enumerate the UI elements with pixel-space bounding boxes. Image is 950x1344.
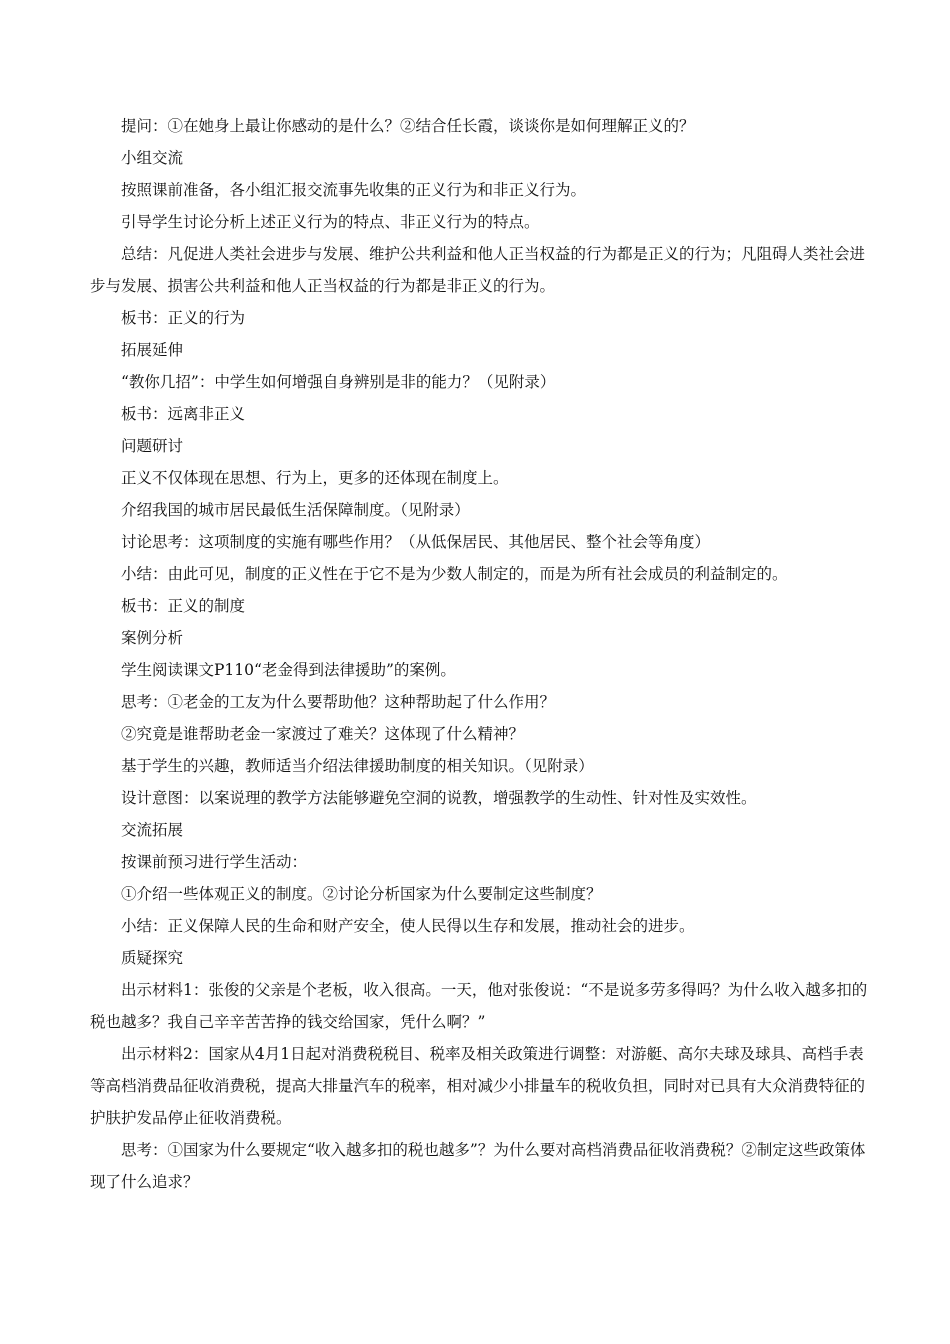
paragraph: ①介绍一些体观正义的制度。②讨论分析国家为什么要制定这些制度？ <box>121 885 602 903</box>
paragraph: 正义不仅体现在思想、行为上，更多的还体现在制度上。 <box>121 469 509 487</box>
design-intent: 设计意图：以案说理的教学方法能够避免空洞的说教，增强教学的生动性、针对性及实效性。 <box>121 789 757 807</box>
section-heading-exchange: 交流拓展 <box>121 821 184 839</box>
section-heading-case-analysis: 案例分析 <box>121 629 184 647</box>
paragraph: 讨论思考：这项制度的实施有哪些作用？（从低保居民、其他居民、整个社会等角度） <box>121 533 711 551</box>
question-prompt: 提问：①在她身上最让你感动的是什么？②结合任长霞，谈谈你是如何理解正义的？ <box>121 117 695 135</box>
paragraph: 介绍我国的城市居民最低生活保障制度。（见附录） <box>121 501 470 519</box>
summary-paragraph: 小结：由此可见，制度的正义性在于它不是为少数人制定的，而是为所有社会成员的利益制定的。 <box>121 565 788 583</box>
paragraph: 基于学生的兴趣，教师适当介绍法律援助制度的相关知识。（见附录） <box>121 757 594 775</box>
paragraph: “教你几招”：中学生如何增强自身辨别是非的能力？（见附录） <box>121 373 556 391</box>
paragraph: 按照课前准备，各小组汇报交流事先收集的正义行为和非正义行为。 <box>121 181 587 199</box>
summary-paragraph: 小结：正义保障人民的生命和财产安全，使人民得以生存和发展，推动社会的进步。 <box>121 917 695 935</box>
board-note: 板书：远离非正义 <box>121 405 246 423</box>
section-heading-inquiry: 质疑探究 <box>121 949 184 967</box>
material-paragraph: 出示材料1：张俊的父亲是个老板，收入很高。一天，他对张俊说：“不是说多劳多得吗？为什么收入越多扣的税也越多？我自己辛辛苦苦挣的钱交给国家，凭什么啊？” <box>90 981 868 1031</box>
section-heading-extension: 拓展延伸 <box>121 341 184 359</box>
section-heading-group-discussion: 小组交流 <box>121 149 184 167</box>
paragraph: 按课前预习进行学生活动： <box>121 853 308 871</box>
paragraph: 引导学生讨论分析上述正义行为的特点、非正义行为的特点。 <box>121 213 540 231</box>
board-note: 板书：正义的行为 <box>121 309 246 327</box>
document-body <box>90 110 870 1198</box>
question-prompt: 思考：①国家为什么要规定“收入越多扣的税也越多”？为什么要对高档消费品征收消费税？②制定这些政策体现了什么追求？ <box>90 1141 866 1191</box>
material-paragraph: 出示材料2：国家从4月1日起对消费税税目、税率及相关政策进行调整：对游艇、高尔夫球及球具、高档手表等高档消费品征收消费税，提高大排量汽车的税率，相对减少小排量车的税收负担，同时对已具有大众消费特征的护肤护发品停止征收消费税。 <box>90 1045 866 1127</box>
question-prompt: ②究竟是谁帮助老金一家渡过了难关？这体现了什么精神？ <box>121 725 525 743</box>
paragraph: 学生阅读课文P110“老金得到法律援助”的案例。 <box>121 661 456 679</box>
question-prompt: 思考：①老金的工友为什么要帮助他？这种帮助起了什么作用？ <box>121 693 556 711</box>
section-heading-research: 问题研讨 <box>121 437 184 455</box>
board-note: 板书：正义的制度 <box>121 597 246 615</box>
summary-paragraph: 总结：凡促进人类社会进步与发展、维护公共利益和他人正当权益的行为都是正义的行为；凡阻碍人类社会进步与发展、损害公共利益和他人正当权益的行为都是非正义的行为。 <box>90 245 866 295</box>
